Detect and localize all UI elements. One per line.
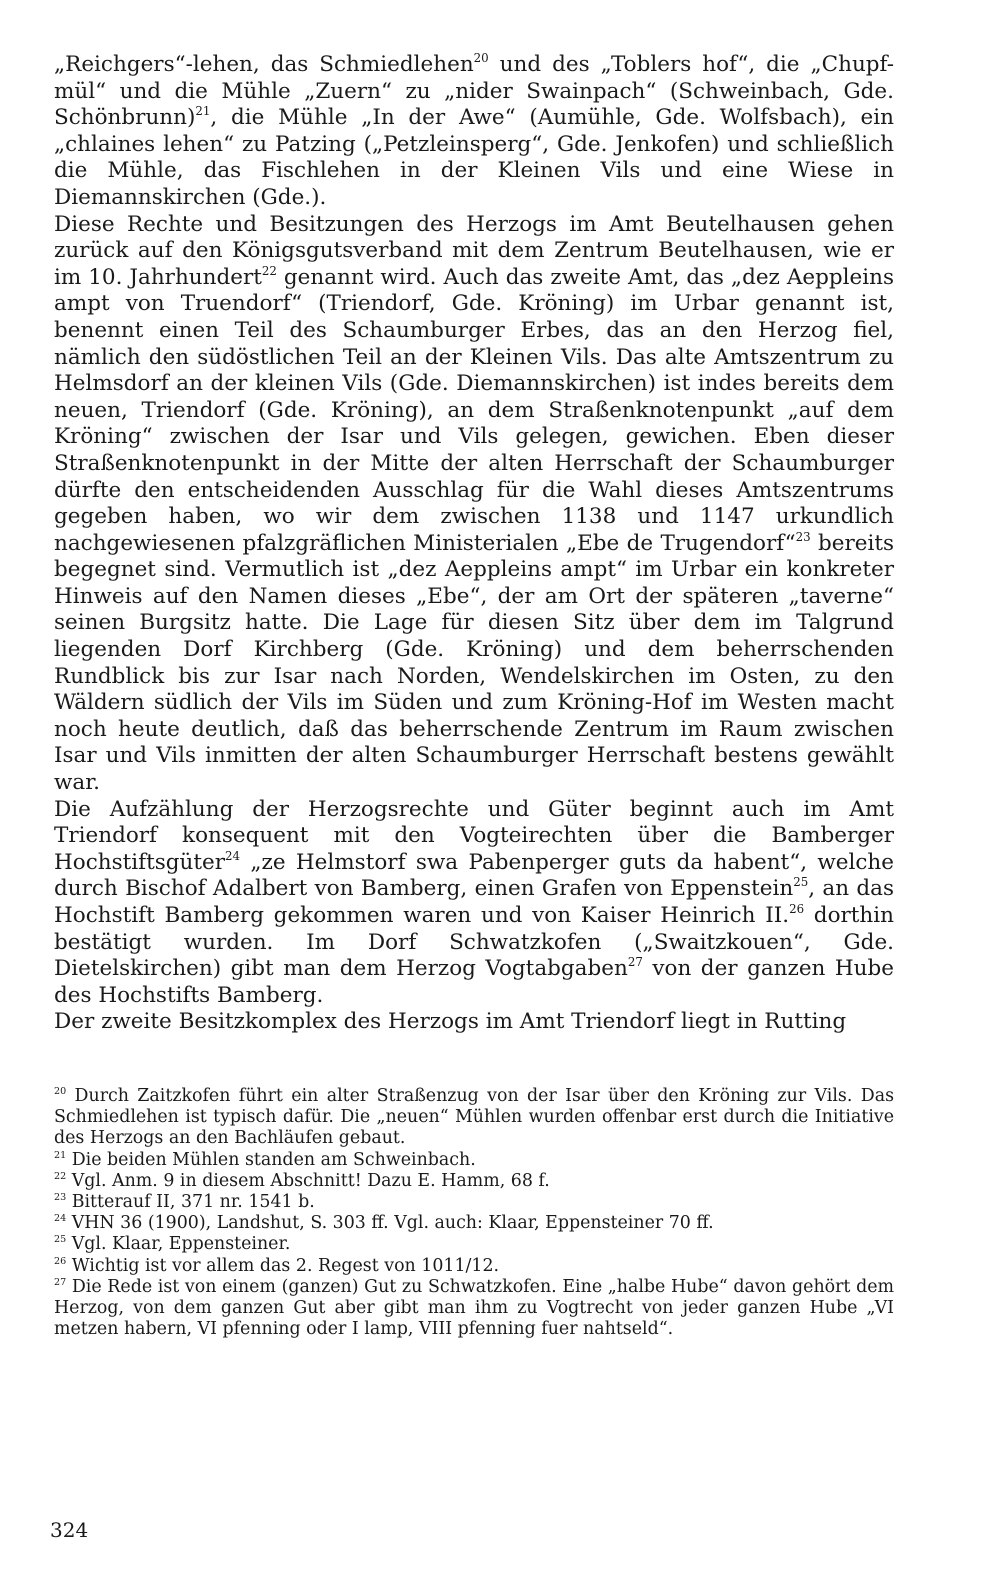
text-segment: Der zweite Besitzkomplex des Herzogs im Amt Triendorf liegt in Rutting xyxy=(54,1009,847,1035)
page xyxy=(54,52,894,1340)
footnote-number: 23 xyxy=(54,1191,67,1203)
footnote xyxy=(54,1234,894,1255)
text-segment: „ze Helmstorf swa Pabenperger guts da habent“, welche durch Bischof Adalbert von Bamberg, einen Grafen von Eppenstein xyxy=(54,849,894,902)
footnote xyxy=(54,1086,894,1150)
footnote-number: 21 xyxy=(54,1149,67,1161)
footnote xyxy=(54,1192,894,1213)
text-segment: „Reichgers“-lehen, das Schmiedlehen xyxy=(54,52,474,77)
body-paragraph xyxy=(54,797,894,1010)
footnote-reference: 20 xyxy=(473,51,489,66)
footnote-text: Bitterauf II, 371 nr. 1541 b. xyxy=(71,1191,315,1212)
footnote-reference: 22 xyxy=(261,263,277,278)
body-paragraph xyxy=(54,52,894,212)
footnote-number: 22 xyxy=(54,1170,67,1182)
footnote-text: Wichtig ist vor allem das 2. Regest von 1011/12. xyxy=(71,1255,500,1276)
text-segment: Diese Rechte und Besitzungen des Herzogs im Amt Beutelhausen gehen zurück auf den Königsgutsverband mit dem Zentrum Beutelhausen, wie er im 10. Jahrhundert xyxy=(54,211,894,290)
footnote-reference: 27 xyxy=(627,955,643,970)
footnotes xyxy=(54,1086,894,1340)
footnote-reference: 24 xyxy=(225,848,241,863)
text-segment: , an das Hochstift Bamberg gekommen waren und von Kaiser Heinrich II. xyxy=(54,876,894,928)
footnote-number: 27 xyxy=(54,1276,67,1288)
footnote xyxy=(54,1277,894,1341)
footnote-text: Vgl. Klaar, Eppensteiner. xyxy=(71,1234,291,1255)
body-text xyxy=(54,52,894,1036)
footnote-text: VHN 36 (1900), Landshut, S. 303 ff. Vgl. auch: Klaar, Eppensteiner 70 ff. xyxy=(71,1213,714,1234)
footnote-number: 20 xyxy=(54,1085,67,1097)
footnote xyxy=(54,1256,894,1277)
footnote-reference: 23 xyxy=(795,529,811,544)
text-segment: Die Aufzählung der Herzogsrechte und Güter beginnt auch im Amt Triendorf konsequent mit den Vogteirechten über die Bamberger Hochstiftsgüter xyxy=(54,796,894,875)
footnote-number: 26 xyxy=(54,1255,67,1267)
footnote xyxy=(54,1213,894,1234)
text-segment: , die Mühle „In der Awe“ (Aumühle, Gde. Wolfsbach), ein „chlaines lehen“ zu Patzing („Petzleinsperg“, Gde. Jenkofen) und schließlich die Mühle, das Fischlehen in der Kleinen Vils und eine Wiese in Diemannskirchen (Gde.). xyxy=(54,105,894,210)
text-segment: von der ganzen Hube des Hochstifts Bamberg. xyxy=(54,956,894,1008)
body-paragraph xyxy=(54,212,894,797)
text-segment: und des „Toblers hof“, die „Chupf-mül“ und die Mühle „Zuern“ zu „nider Swainpach“ (Schweinbach, Gde. Schönbrunn) xyxy=(54,52,895,131)
footnote-reference: 26 xyxy=(789,902,805,917)
footnote-reference: 21 xyxy=(195,104,211,119)
footnote xyxy=(54,1150,894,1171)
footnote-text: Die Rede ist von einem (ganzen) Gut zu Schwatzkofen. Eine „halbe Hube“ davon gehört dem Herzog, von dem ganzen Gut aber gibt man ihm zu Vogtrecht von jeder ganzen Hube „VI metzen habern, VI pfenning oder I lamp, VIII pfenning fuer nahtseld“. xyxy=(54,1276,894,1340)
footnote-text: Die beiden Mühlen standen am Schweinbach. xyxy=(71,1149,476,1170)
text-segment: dorthin bestätigt wurden. Im Dorf Schwatzkofen („Swaitzkouen“, Gde. Dietelskirchen) gibt man dem Herzog Vogtabgaben xyxy=(54,903,894,982)
footnote xyxy=(54,1171,894,1192)
footnote-text: Durch Zaitzkofen führt ein alter Straßenzug von der Isar über den Kröning zur Vils. Das Schmiedlehen ist typisch dafür. Die „neuen“ Mühlen wurden offenbar erst durch die Initiative des Herzogs an den Bachläufen gebaut. xyxy=(54,1085,894,1149)
footnote-text: Vgl. Anm. 9 in diesem Abschnitt! Dazu E. Hamm, 68 f. xyxy=(71,1170,550,1191)
body-paragraph xyxy=(54,1009,894,1036)
page-number: 324 xyxy=(50,1518,89,1542)
footnote-number: 25 xyxy=(54,1234,67,1246)
footnote-number: 24 xyxy=(54,1213,67,1225)
footnote-reference: 25 xyxy=(793,875,809,890)
text-segment: bereits begegnet sind. Vermutlich ist „dez Aeppleins ampt“ im Urbar ein konkreter Hinweis auf den Namen dieses „Ebe“, der am Ort der späteren „taverne“ seinen Burgsitz hatte. Die Lage für diesen Sitz über dem im Talgrund liegenden Dorf Kirchberg (Gde. Kröning) und dem beherrschenden Rundblick bis zur Isar nach Norden, Wendelskirchen im Osten, zu den Wäldern südlich der Vils im Süden und zum Kröning-Hof im Westen macht noch heute deutlich, daß das beherrschende Zentrum im Raum zwischen Isar und Vils inmitten der alten Schaumburger Herrschaft bestens gewählt war. xyxy=(54,530,895,796)
text-segment: genannt wird. Auch das zweite Amt, das „dez Aeppleins ampt von Truendorf“ (Triendorf, Gde. Kröning) im Urbar genannt ist, benennt einen Teil des Schaumburger Erbes, das an den Herzog fiel, nämlich den südöstlichen Teil an der Kleinen Vils. Das alte Amtszentrum zu Helmsdorf an der kleinen Vils (Gde. Diemannskirchen) ist indes bereits dem neuen, Triendorf (Gde. Kröning), an dem Straßenknotenpunkt „auf dem Kröning“ zwischen der Isar und Vils gelegen, gewichen. Eben dieser Straßenknotenpunkt in der Mitte der alten Herrschaft der Schaumburger dürfte den entscheidenden Ausschlag für die Wahl dieses Amtszentrums gegeben haben, wo wir dem zwischen 1138 und 1147 urkundlich nachgewiesenen pfalzgräflichen Ministerialen „Ebe de Trugendorf“ xyxy=(54,264,894,556)
